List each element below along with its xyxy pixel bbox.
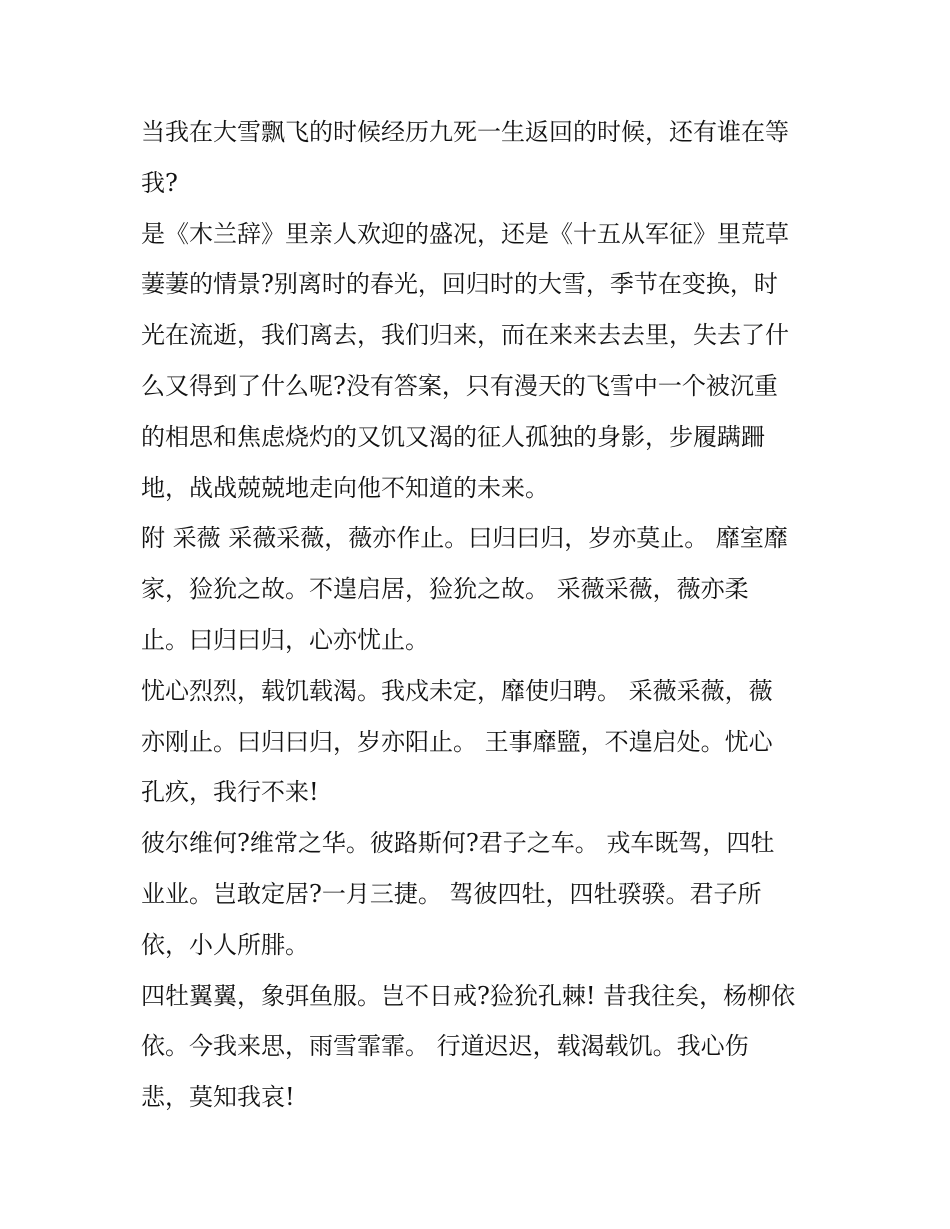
text-line: 附 采薇 采薇采薇，薇亦作止。曰归曰归，岁亦莫止。 靡室靡 [141, 524, 788, 553]
text-line: 亦刚止。曰归曰归，岁亦阳止。 王事靡盬，不遑启处。忧心 [141, 727, 773, 756]
document-body [141, 107, 821, 1123]
text-line: 家，猃狁之故。不遑启居，猃狁之故。 采薇采薇，薇亦柔 [141, 575, 749, 604]
text-line: 依，小人所腓。 [141, 930, 309, 959]
text-line: 止。曰归曰归，心亦忧止。 [141, 625, 429, 654]
text-line: 忧心烈烈，载饥载渴。我戍未定，靡使归聘。 采薇采薇，薇 [141, 676, 773, 705]
text-line: 四牡翼翼，象弭鱼服。岂不日戒?猃狁孔棘! 昔我往矣，杨柳依 [141, 981, 796, 1010]
text-line: 地，战战兢兢地走向他不知道的未来。 [141, 473, 549, 502]
text-line: 光在流逝，我们离去，我们归来，而在来来去去里，失去了什 [141, 321, 789, 350]
text-line: 当我在大雪飘飞的时候经历九死一生返回的时候，还有谁在等 [141, 118, 789, 146]
text-line: 悲，莫知我哀! [141, 1083, 295, 1112]
text-line: 我? [141, 168, 178, 197]
text-line: 依。今我来思，雨雪霏霏。 行道迟迟，载渴载饥。我心伤 [141, 1032, 749, 1061]
text-line: 么又得到了什么呢?没有答案，只有漫天的飞雪中一个被沉重 [141, 371, 778, 400]
text-line: 彼尔维何?维常之华。彼路斯何?君子之车。 戎车既驾，四牡 [141, 829, 775, 858]
text-line: 是《木兰辞》里亲人欢迎的盛况，还是《十五从军征》里荒草 [141, 219, 789, 248]
text-line: 孔疚，我行不来! [141, 778, 319, 807]
text-line: 业业。岂敢定居?一月三捷。 驾彼四牡，四牡骙骙。君子所 [141, 879, 762, 908]
text-line: 萋萋的情景?别离时的春光，回归时的大雪，季节在变换，时 [141, 270, 778, 299]
text-line: 的相思和焦虑烧灼的又饥又渴的征人孤独的身影，步履蹒跚 [141, 422, 765, 451]
